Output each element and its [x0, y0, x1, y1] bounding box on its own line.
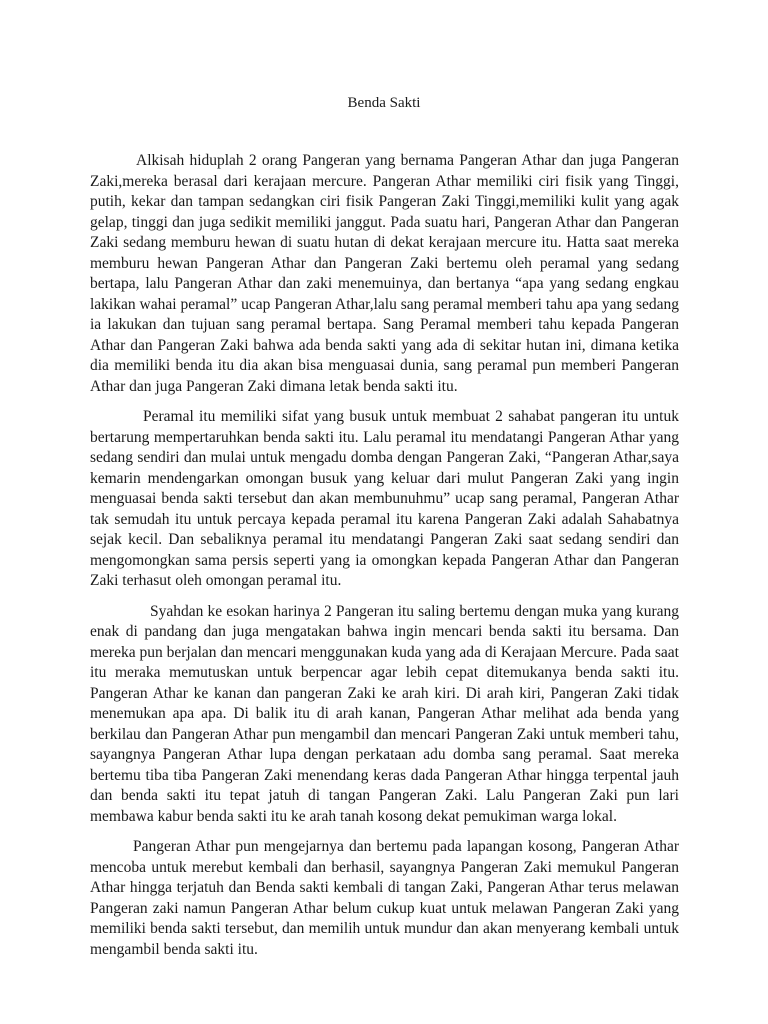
document-title: Benda Sakti — [347, 95, 421, 111]
paragraph-2: Peramal itu memiliki sifat yang busuk untuk membuat 2 sahabat pangeran itu untuk bertarung mempertaruhkan benda sakti itu. Lalu peramal itu mendatangi Pangeran Athar yang sedang sendiri dan mulai untuk mengadu domba dengan Pangeran Zaki, “Pangeran Athar,saya kemarin mendengarkan omongan busuk yang keluar dari mulut Pangeran Zaki yang ingin menguasai benda sakti tersebut dan akan membunuhmu” ucap sang peramal, Pangeran Athar tak semudah itu untuk percaya kepada peramal itu karena Pangeran Zaki adalah Sahabatnya sejak kecil. Dan sebaliknya peramal itu mendatangi Pangeran Zaki saat sedang sendiri dan mengomongkan sama persis seperti yang ia omongkan kepada Pangeran Athar dan Pangeran Zaki terhasut oleh omongan peramal itu. — [90, 408, 679, 589]
paragraph-1: Alkisah hiduplah 2 orang Pangeran yang bernama Pangeran Athar dan juga Pangeran Zaki,mereka berasal dari kerajaan mercure. Pangeran Athar memiliki ciri fisik yang Tinggi, putih, kekar dan tampan sedangkan ciri fisik Pangeran Zaki Tinggi,memiliki kulit yang agak gelap, tinggi dan juga sedikit memiliki janggut. Pada suatu hari, Pangeran Athar dan Pangeran Zaki sedang memburu hewan di suatu hutan di dekat kerajaan mercure itu. Hatta saat mereka memburu hewan Pangeran Athar dan Pangeran Zaki bertemu oleh peramal yang sedang bertapa, lalu Pangeran Athar dan zaki menemuinya, dan bertanya “apa yang sedang engkau lakikan wahai peramal” ucap Pangeran Athar,lalu sang peramal memberi tahu apa yang sedang ia lakukan dan tujuan sang peramal bertapa. Sang Peramal memberi tahu kepada Pangeran Athar dan Pangeran Zaki bahwa ada benda sakti yang ada di sekitar hutan ini, dimana ketika dia memiliki benda itu dia akan bisa menguasai dunia, sang peramal pun memberi Pangeran Athar dan juga Pangeran Zaki dimana letak benda sakti itu. — [90, 152, 679, 395]
document-body — [90, 151, 679, 970]
paragraph-3: Syahdan ke esokan harinya 2 Pangeran itu saling bertemu dengan muka yang kurang enak di pandang dan juga mengatakan bahwa ingin mencari benda sakti itu bersama. Dan mereka pun berjalan dan mencari menggunakan kuda yang ada di Kerajaan Mercure. Pada saat itu meraka memutuskan untuk berpencar agar lebih cepat ditemukanya benda sakti itu. Pangeran Athar ke kanan dan pangeran Zaki ke arah kiri. Di arah kiri, Pangeran Zaki tidak menemukan apa apa. Di balik itu di arah kanan, Pangeran Athar melihat ada benda yang berkilau dan Pangeran Athar pun mengambil dan mencari Pangeran Zaki untuk memberi tahu, sayangnya Pangeran Athar lupa dengan perkataan adu domba sang peramal. Saat mereka bertemu tiba tiba Pangeran Zaki menendang keras dada Pangeran Athar hingga terpental jauh dan benda sakti itu tepat jatuh di tangan Pangeran Zaki. Lalu Pangeran Zaki pun lari membawa kabur benda sakti itu ke arah tanah kosong dekat pemukiman warga lokal. — [90, 602, 679, 825]
paragraph-4: Pangeran Athar pun mengejarnya dan bertemu pada lapangan kosong, Pangeran Athar mencoba untuk merebut kembali dan berhasil, sayangnya Pangeran Zaki memukul Pangeran Athar hingga terjatuh dan Benda sakti kembali di tangan Zaki, Pangeran Athar terus melawan Pangeran zaki namun Pangeran Athar belum cukup kuat untuk melawan Pangeran Zaki yang memiliki benda sakti tersebut, dan memilih untuk mundur dan akan menyerang kembali untuk mengambil benda sakti itu. — [90, 838, 679, 958]
